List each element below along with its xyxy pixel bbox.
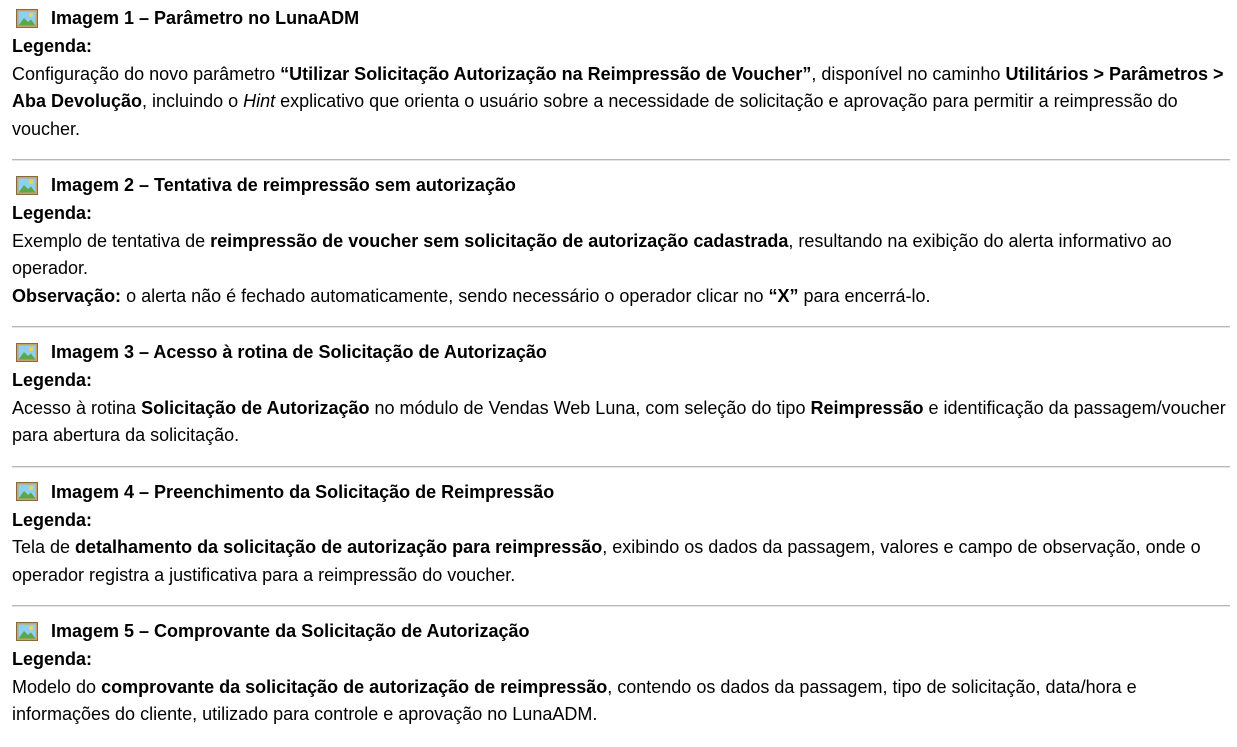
caption-text: Configuração do novo parâmetro “Utilizar Solicitação Autorização na Reimpressão de Voucher”, disponível no caminho Utilitários > Parâmetros > Aba Devolução, incluindo o Hint explicativo que orienta o usuário sobre a necessidade de solicitação e aprovação para permitir a reimpressão do voucher. (12, 63, 1224, 139)
framed-picture-icon (16, 482, 38, 501)
horizontal-divider (12, 159, 1230, 161)
legend-label: Legenda: (12, 370, 93, 390)
caption-text: Acesso à rotina Solicitação de Autorização no módulo de Vendas Web Luna, com seleção do tipo Reimpressão e identificação da passagem/voucher para abertura da solicitação. (12, 397, 1226, 445)
section-title: Imagem 4 – Preenchimento da Solicitação de Reimpressão (51, 481, 555, 502)
legend-label: Legenda: (12, 203, 93, 223)
section-heading (12, 618, 1230, 646)
section-imagem-1 (12, 5, 1230, 143)
section-title: Imagem 2 – Tentativa de reimpressão sem autorização (51, 175, 516, 196)
caption-text: Tela de detalhamento da solicitação de autorização para reimpressão, exibindo os dados da passagem, valores e campo de observação, onde o operador registra a justificativa para a reimpressão do voucher. (12, 537, 1201, 585)
horizontal-divider (12, 326, 1230, 328)
framed-picture-icon (16, 9, 38, 28)
horizontal-divider (12, 605, 1230, 607)
legend-label: Legenda: (12, 649, 93, 669)
section-title: Imagem 3 – Acesso à rotina de Solicitação de Autorização (51, 342, 547, 363)
caption-text: Exemplo de tentativa de reimpressão de voucher sem solicitação de autorização cadastrada, resultando na exibição do alerta informativo ao operador. (12, 230, 1172, 278)
section-heading (12, 339, 1230, 367)
legend-label: Legenda: (12, 509, 93, 530)
section-heading (12, 172, 1230, 200)
section-imagem-5 (12, 618, 1230, 729)
section-imagem-4 (12, 479, 1230, 590)
section-heading (12, 479, 1230, 507)
framed-picture-icon (16, 622, 38, 641)
section-title: Imagem 5 – Comprovante da Solicitação de Autorização (51, 621, 530, 642)
caption-text: Modelo do comprovante da solicitação de autorização de reimpressão, contendo os dados da passagem, tipo de solicitação, data/hora e informações do cliente, utilizado para controle e aprovação no LunaADM. (12, 676, 1137, 724)
section-imagem-2 (12, 172, 1230, 310)
framed-picture-icon (16, 176, 38, 195)
note-text: Observação: o alerta não é fechado automaticamente, sendo necessário o operador clicar no “X” para encerrá-lo. (12, 285, 931, 306)
framed-picture-icon (16, 343, 38, 362)
horizontal-divider (12, 466, 1230, 468)
section-imagem-3 (12, 339, 1230, 450)
document-body (12, 5, 1230, 729)
section-heading (12, 5, 1230, 33)
legend-label: Legenda: (12, 36, 93, 56)
section-title: Imagem 1 – Parâmetro no LunaADM (51, 8, 360, 29)
